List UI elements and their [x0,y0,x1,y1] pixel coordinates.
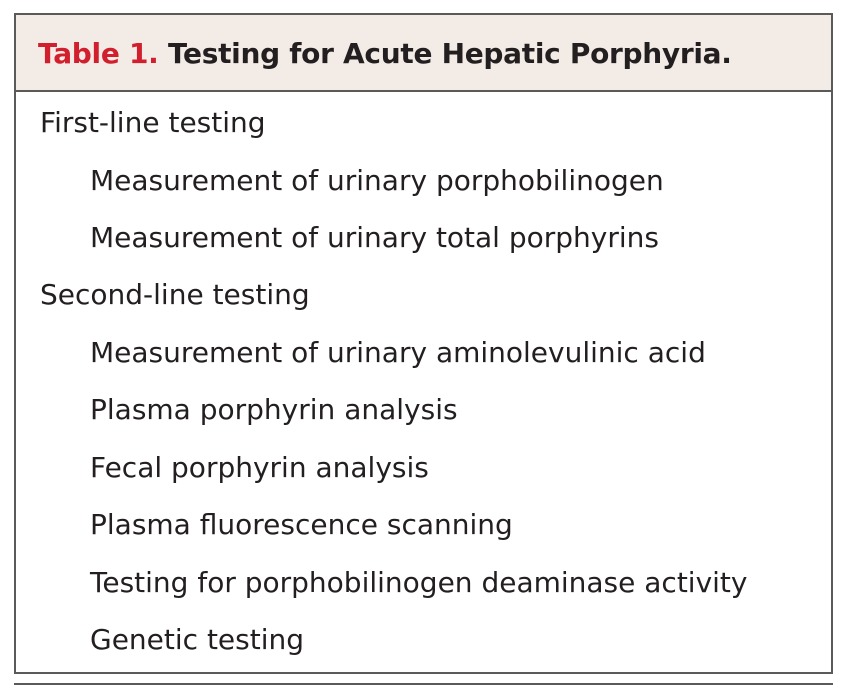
list-item: Testing for porphobilinogen deaminase activity [90,566,748,599]
list-item: Plasma porphyrin analysis [90,393,458,426]
list-item: Fecal porphyrin analysis [90,451,429,484]
section-heading-first-line: First-line testing [40,106,266,139]
table-caption: Testing for Acute Hepatic Porphyria. [167,37,732,70]
list-item: Genetic testing [90,623,305,656]
table-header [16,15,831,92]
list-item: Measurement of urinary porphobilinogen [90,164,664,197]
list-item: Measurement of urinary aminolevulinic acid [90,336,706,369]
list-item: Measurement of urinary total porphyrins [90,221,659,254]
table-container [14,13,833,674]
section-heading-second-line: Second-line testing [40,278,310,311]
table-body [16,92,831,672]
table-label: Table 1. [38,37,159,70]
bottom-rule [14,683,833,685]
list-item: Plasma fluorescence scanning [90,508,513,541]
table-title [38,37,732,70]
